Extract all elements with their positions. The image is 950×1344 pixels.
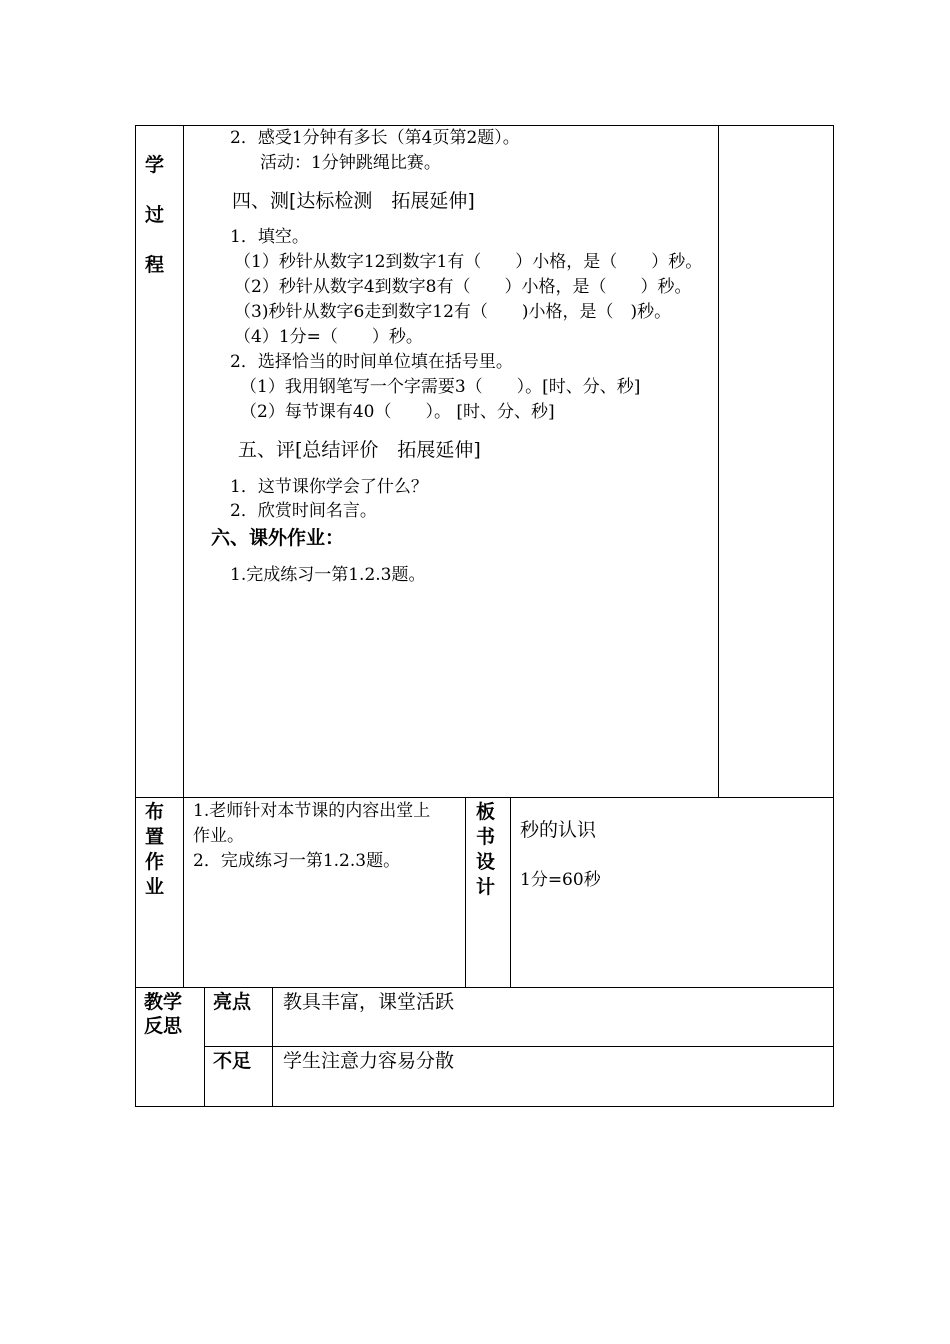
process-line: 1．这节课你学会了什么？ <box>230 477 428 497</box>
reflection-label <box>144 990 182 1038</box>
process-label <box>145 150 164 277</box>
shortfall-text: 学生注意力容易分散 <box>283 1050 455 1072</box>
homework-line: 作业。 <box>193 826 244 846</box>
label-column-divider <box>183 125 184 987</box>
process-notes-divider <box>718 125 719 797</box>
process-line: （4）1分=（ ）秒。 <box>234 327 423 347</box>
highlight-label: 亮点 <box>213 991 252 1013</box>
reflection-label-line: 教学 <box>144 991 183 1013</box>
board-label-char: 计 <box>476 876 496 898</box>
process-line: （2）每节课有40（ ）。 [时、分、秒] <box>240 402 555 422</box>
board-label-char: 书 <box>476 826 496 848</box>
reflection-inner-divider <box>204 1046 834 1047</box>
table-top-border <box>135 125 834 126</box>
reflection-item-divider <box>272 987 273 1107</box>
board-content: 1分=60秒 <box>520 870 601 890</box>
reflection-label-line: 反思 <box>144 1015 183 1037</box>
homework-label <box>145 800 164 900</box>
board-label-char: 板 <box>476 801 496 823</box>
homework-label-char: 置 <box>145 826 165 848</box>
process-line: （3)秒针从数字6走到数字12有（ )小格，是（ )秒。 <box>234 302 672 322</box>
table-row-divider-2 <box>135 987 834 988</box>
homework-label-char: 布 <box>145 801 165 823</box>
board-title: 秒的认识 <box>520 819 597 841</box>
process-line: 活动：1分钟跳绳比赛。 <box>260 153 441 173</box>
section-heading-evaluate: 五、评[总结评价 拓展延伸] <box>238 439 481 461</box>
process-line: 1．填空。 <box>230 227 309 247</box>
process-label-char: 程 <box>145 254 165 276</box>
homework-line: 1.老师针对本节课的内容出堂上 <box>193 801 431 821</box>
shortfall-label: 不足 <box>213 1050 252 1072</box>
highlight-text: 教具丰富，课堂活跃 <box>283 991 455 1013</box>
homework-label-char: 业 <box>145 876 165 898</box>
process-line: 1.完成练习一第1.2.3题。 <box>230 565 426 585</box>
table-right-border <box>833 125 834 1107</box>
board-label-left-divider <box>465 797 466 987</box>
process-line: （2）秒针从数字4到数字8有（ ）小格，是（ ）秒。 <box>234 277 692 297</box>
table-left-border <box>135 125 136 1107</box>
board-label <box>476 800 495 900</box>
homework-label-char: 作 <box>145 851 165 873</box>
board-label-char: 设 <box>476 851 496 873</box>
table-bottom-border <box>135 1106 834 1107</box>
process-line: 2．选择恰当的时间单位填在括号里。 <box>230 352 513 372</box>
table-row-divider-1 <box>135 797 834 798</box>
process-label-char: 过 <box>145 204 165 226</box>
homework-line: 2．完成练习一第1.2.3题。 <box>193 851 401 871</box>
process-line: （1）秒针从数字12到数字1有（ ）小格，是（ ）秒。 <box>234 252 703 272</box>
board-label-right-divider <box>510 797 511 987</box>
reflection-label-divider <box>204 987 205 1107</box>
process-line: 2．感受1分钟有多长（第4页第2题）。 <box>230 128 520 148</box>
process-line: （1）我用钢笔写一个字需要3（ ）。[时、分、秒] <box>240 377 641 397</box>
section-heading-homework: 六、课外作业： <box>211 527 345 549</box>
process-label-char: 学 <box>145 154 165 176</box>
process-line: 2．欣赏时间名言。 <box>230 501 377 521</box>
section-heading-test: 四、测[达标检测 拓展延伸] <box>232 190 475 212</box>
